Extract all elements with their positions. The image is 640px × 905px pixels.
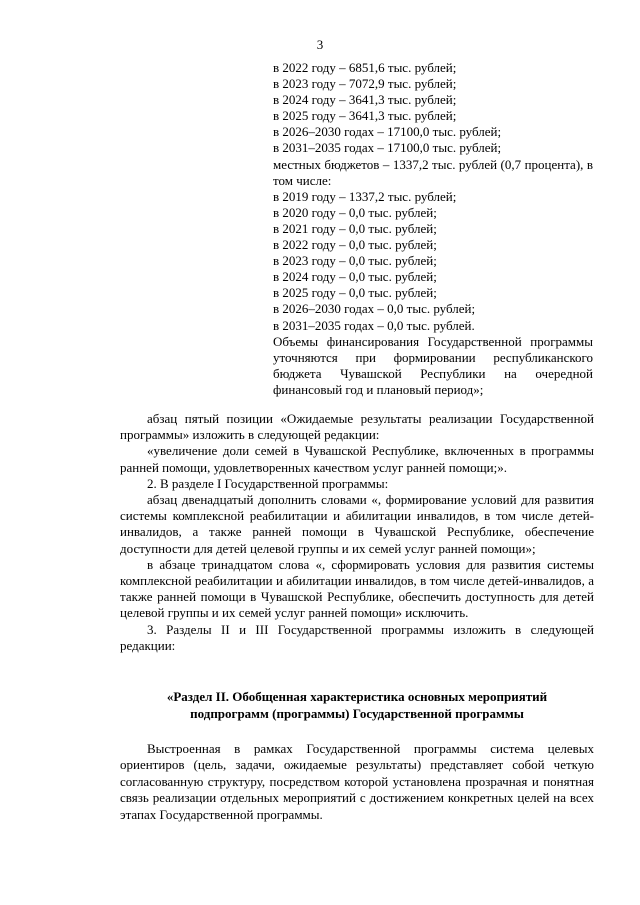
local-budgets-text: местных бюджетов – 1337,2 тыс. рублей (0,7 процента), в том числе: — [273, 156, 593, 188]
paragraph: в абзаце тринадцатом слова «, сформировать условия для развития системы комплексной реабилитации и абилитации инвалидов, в том числе детей-инвалидов, а также ранней помощи в Чувашской Республике, обеспечить доступность для детей целевой группы и их семей услуг ранней помощи» исключить. — [120, 556, 594, 621]
funding-column — [273, 60, 593, 398]
section-body — [120, 741, 594, 823]
paragraph: 3. Разделы II и III Государственной программы изложить в следующей редакции: — [120, 621, 594, 653]
funding-line: в 2026–2030 годах – 17100,0 тыс. рублей; — [273, 124, 502, 140]
paragraph: «увеличение доли семей в Чувашской Республике, включенных в программы ранней помощи, удовлетворенных качеством услуг ранней помощи;». — [120, 443, 594, 475]
local-funding-line: в 2026–2030 годах – 0,0 тыс. рублей; — [273, 301, 476, 317]
section-heading — [120, 688, 594, 722]
local-funding-line: в 2031–2035 годах – 0,0 тыс. рублей. — [273, 317, 475, 333]
paragraph: абзац двенадцатый дополнить словами «, формирование условий для развития системы комплексной реабилитации и абилитации инвалидов, в том числе детей-инвалидов, а также ранней помощи в Чувашской Республике, обеспечение доступности для детей целевой группы и их семей услуг ранней помощи»; — [120, 492, 594, 556]
section-heading-line: подпрограмм (программы) Государственной программы — [190, 706, 524, 721]
local-funding-line: в 2020 году – 0,0 тыс. рублей; — [273, 204, 437, 220]
funding-line: в 2025 году – 3641,3 тыс. рублей; — [273, 108, 457, 124]
local-funding-line: в 2021 году – 0,0 тыс. рублей; — [273, 220, 437, 236]
paragraph: Выстроенная в рамках Государственной программы система целевых ориентиров (цель, задачи, ожидаемые результаты) представляет собой четкую согласованную структуру, посредством которой установлена прозрачная и понятная связь реализации отдельных мероприятий с достижением конкретных целей на всех этапах Государственной программы. — [120, 741, 594, 822]
local-funding-line: в 2025 году – 0,0 тыс. рублей; — [273, 285, 437, 301]
local-funding-line: в 2019 году – 1337,2 тыс. рублей; — [273, 188, 457, 204]
funding-line: в 2022 году – 6851,6 тыс. рублей; — [273, 60, 457, 75]
local-funding-line: в 2024 году – 0,0 тыс. рублей; — [273, 269, 437, 285]
volumes-note: Объемы финансирования Государственной программы уточняются при формировании республиканского бюджета Чувашской Республики на очередной финансовый год и плановый период»; — [273, 333, 593, 397]
funding-line: в 2031–2035 годах – 17100,0 тыс. рублей; — [273, 140, 502, 156]
local-funding-line: в 2023 году – 0,0 тыс. рублей; — [273, 253, 437, 269]
section-heading-line: «Раздел II. Обобщенная характеристика основных мероприятий — [166, 689, 548, 704]
funding-line: в 2024 году – 3641,3 тыс. рублей; — [273, 92, 457, 108]
local-funding-line: в 2022 году – 0,0 тыс. рублей; — [273, 237, 437, 253]
paragraph: 2. В разделе I Государственной программы: — [147, 475, 389, 491]
funding-line: в 2023 году – 7072,9 тыс. рублей; — [273, 76, 457, 92]
page-number: 3 — [316, 37, 324, 52]
amendments-body — [120, 411, 594, 654]
paragraph: абзац пятый позиции «Ожидаемые результаты реализации Государственной программы» изложить в следующей редакции: — [120, 411, 594, 443]
